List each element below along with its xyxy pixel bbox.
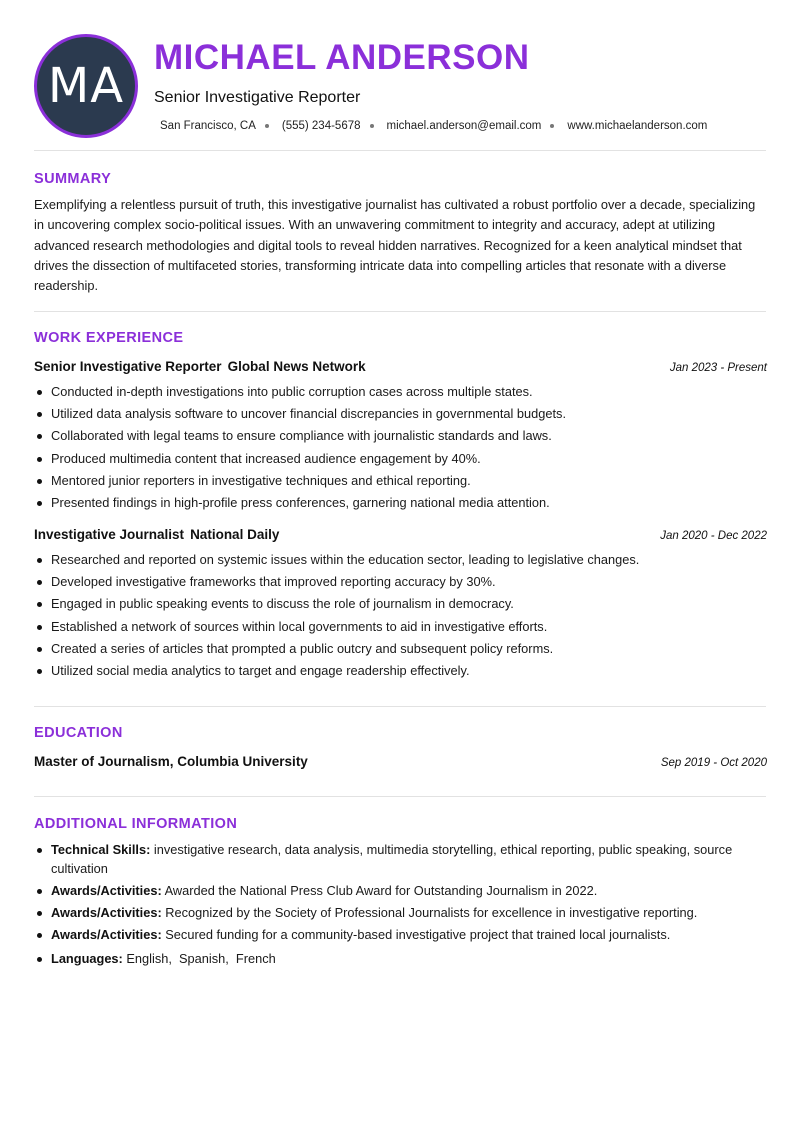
avatar-initials: MA bbox=[47, 58, 125, 114]
list-item: Researched and reported on systemic issues within the education sector, leading to legislative changes. bbox=[34, 549, 774, 571]
info-text: Recognized by the Society of Professional Journalists for excellence in investigative reporting. bbox=[161, 904, 698, 920]
additional-info-list bbox=[34, 841, 774, 972]
contact-website[interactable]: www.michaelanderson.com bbox=[567, 120, 708, 132]
education-entry bbox=[34, 754, 767, 769]
info-text: English, Spanish, French bbox=[122, 951, 276, 966]
list-item: Utilized data analysis software to uncover financial discrepancies in governmental budgets. bbox=[34, 403, 774, 425]
contact-location: San Francisco, CA bbox=[160, 120, 256, 132]
work-experience-heading: WORK EXPERIENCE bbox=[34, 330, 184, 346]
list-item: Engaged in public speaking events to discuss the role of journalism in democracy. bbox=[34, 593, 774, 615]
education-degree: Master of Journalism, Columbia University bbox=[34, 754, 308, 769]
list-item bbox=[34, 904, 774, 923]
list-item bbox=[34, 926, 774, 945]
contact-phone: (555) 234-5678 bbox=[281, 120, 361, 132]
info-label: Awards/Activities: bbox=[51, 926, 162, 942]
list-item: Presented findings in high-profile press conferences, garnering national media attention. bbox=[34, 492, 774, 514]
job-role: Investigative Journalist bbox=[34, 527, 185, 542]
contact-line bbox=[160, 120, 707, 132]
job-header bbox=[34, 526, 767, 544]
candidate-name: MICHAEL ANDERSON bbox=[154, 38, 530, 77]
resume-header bbox=[0, 0, 800, 150]
list-item: Utilized social media analytics to target and engage readership effectively. bbox=[34, 660, 774, 682]
avatar bbox=[34, 34, 138, 138]
separator-dot-icon bbox=[265, 124, 269, 128]
list-item: Produced multimedia content that increased audience engagement by 40%. bbox=[34, 448, 774, 470]
info-label: Awards/Activities: bbox=[51, 904, 162, 920]
section-divider bbox=[34, 311, 766, 312]
job-bullets bbox=[34, 549, 774, 682]
info-label: Languages: bbox=[51, 951, 123, 966]
job-company: National Daily bbox=[190, 527, 280, 542]
info-label: Technical Skills: bbox=[51, 842, 151, 857]
list-item: Created a series of articles that prompted a public outcry and subsequent policy reforms. bbox=[34, 638, 774, 660]
candidate-title: Senior Investigative Reporter bbox=[154, 89, 361, 106]
summary-heading: SUMMARY bbox=[34, 171, 112, 187]
job-company: Global News Network bbox=[227, 359, 366, 374]
separator-dot-icon bbox=[550, 124, 554, 128]
additional-info-heading: ADDITIONAL INFORMATION bbox=[34, 816, 238, 832]
info-text: Secured funding for a community-based investigative project that trained local journalists. bbox=[161, 926, 671, 942]
education-heading: EDUCATION bbox=[34, 725, 123, 741]
job-date: Jan 2020 - Dec 2022 bbox=[660, 530, 767, 542]
summary-text: Exemplifying a relentless pursuit of truth, this investigative journalist has cultivated a robust portfolio over a decade, specializing in uncovering complex socio-political issues. With an unwavering commitment to integrity and accuracy, adept at utilizing advanced research methodologies and digital tools to reveal hidden narratives. Recognized for a keen analytical mindset that drives the dissection of multifaceted stories, transforming intricate data into compelling articles that resonate with a diverse readership. bbox=[34, 197, 756, 294]
list-item: Established a network of sources within local governments to aid in investigative efforts. bbox=[34, 616, 774, 638]
list-item bbox=[34, 950, 774, 969]
job-header bbox=[34, 358, 767, 376]
separator-dot-icon bbox=[370, 124, 374, 128]
list-item: Conducted in-depth investigations into public corruption cases across multiple states. bbox=[34, 381, 774, 403]
education-date: Sep 2019 - Oct 2020 bbox=[660, 757, 767, 769]
job-role: Senior Investigative Reporter bbox=[34, 359, 222, 374]
section-divider bbox=[34, 706, 766, 707]
list-item: Collaborated with legal teams to ensure compliance with journalistic standards and laws. bbox=[34, 425, 774, 447]
section-divider bbox=[34, 150, 766, 151]
contact-email[interactable]: michael.anderson@email.com bbox=[386, 120, 542, 132]
info-text: Awarded the National Press Club Award for Outstanding Journalism in 2022. bbox=[161, 882, 598, 898]
job-date: Jan 2023 - Present bbox=[669, 362, 767, 374]
list-item bbox=[34, 882, 774, 901]
info-label: Awards/Activities: bbox=[51, 882, 162, 898]
list-item: Developed investigative frameworks that improved reporting accuracy by 30%. bbox=[34, 571, 774, 593]
list-item: Mentored junior reporters in investigative techniques and ethical reporting. bbox=[34, 470, 774, 492]
job-bullets bbox=[34, 381, 774, 514]
list-item bbox=[34, 841, 774, 878]
section-divider bbox=[34, 796, 766, 797]
info-text: investigative research, data analysis, multimedia storytelling, ethical reporting, public speaking, source cultivation bbox=[51, 842, 733, 876]
